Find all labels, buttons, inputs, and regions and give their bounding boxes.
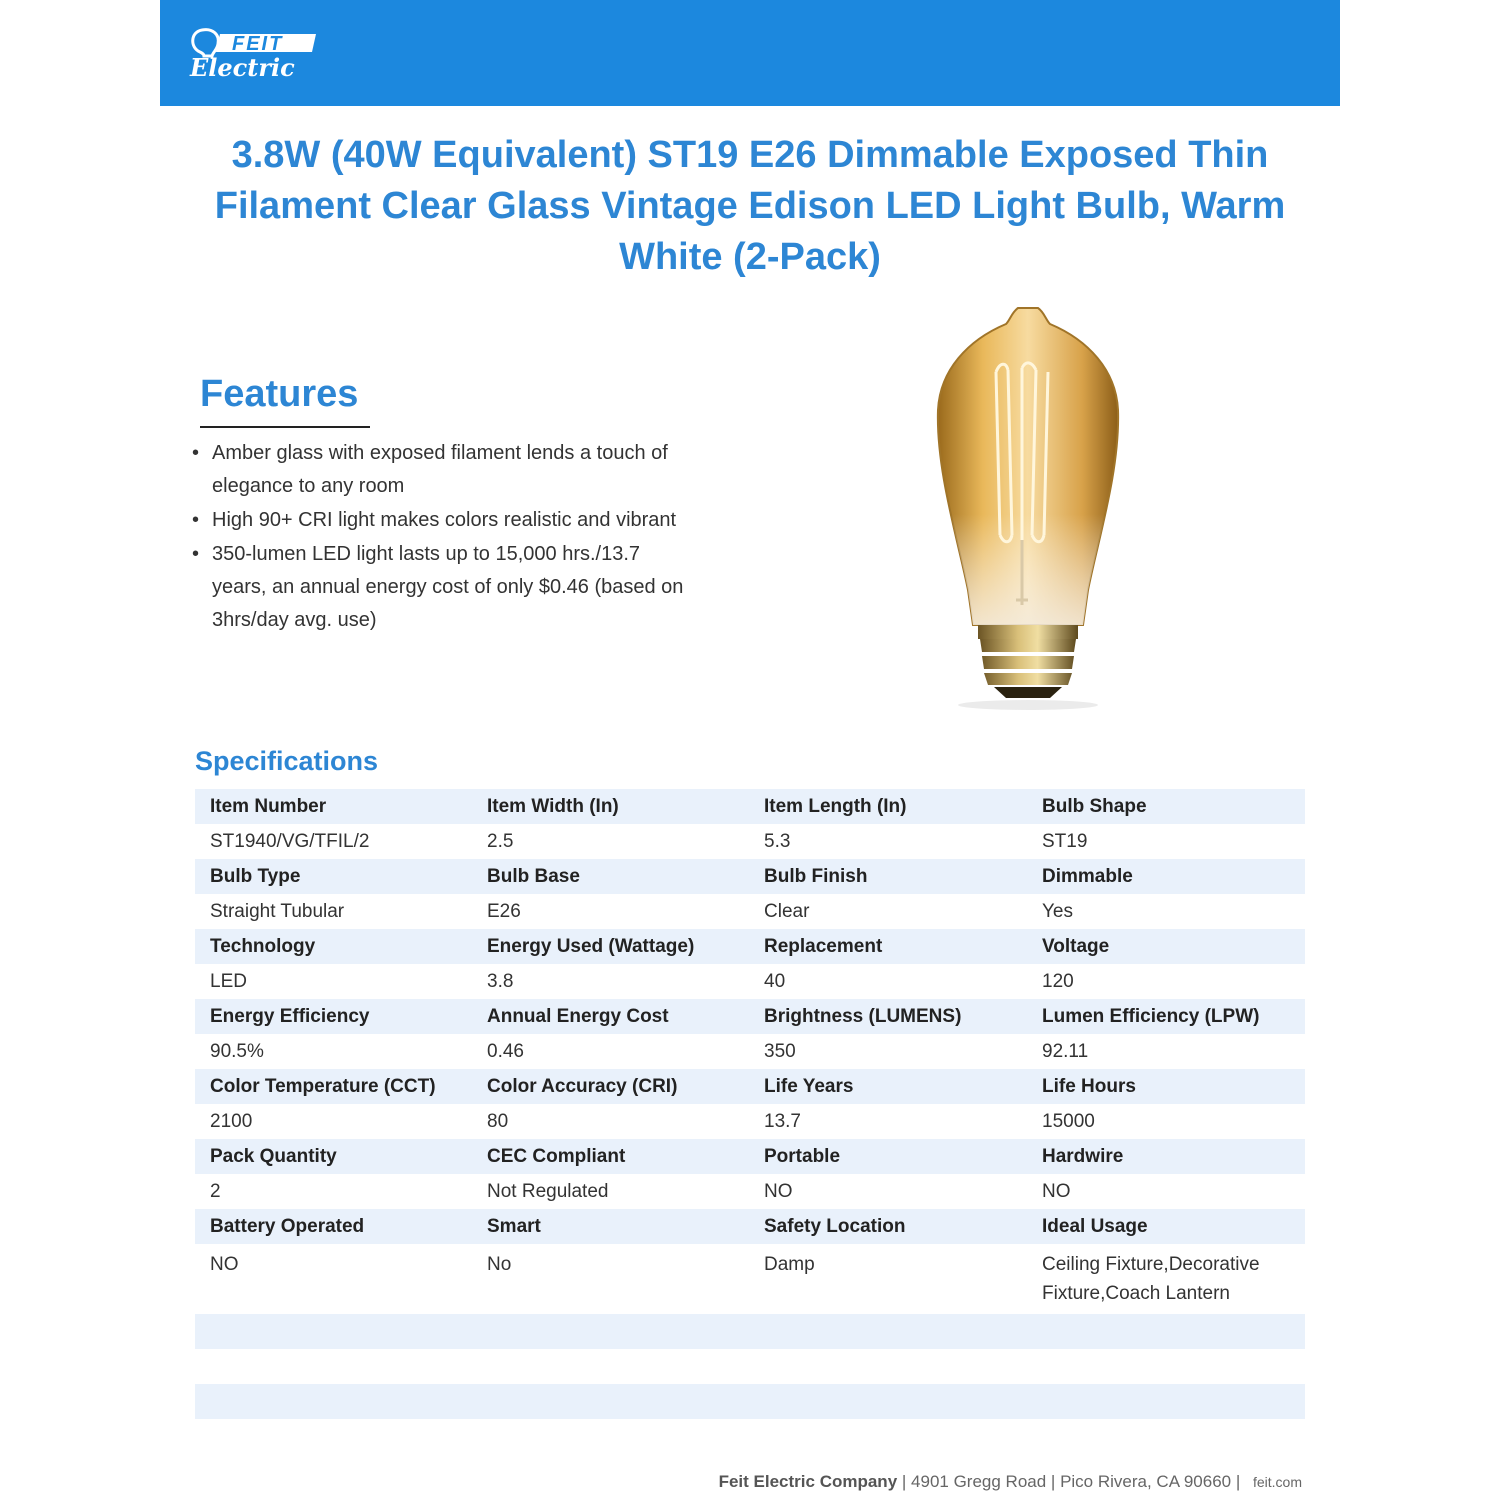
- footer-company: Feit Electric Company: [718, 1472, 898, 1491]
- feature-item: • Amber glass with exposed filament lends a touch of elegance to any room: [192, 437, 692, 503]
- spec-value: 40: [749, 964, 1027, 999]
- spec-label: Smart: [472, 1209, 749, 1244]
- feature-item: • High 90+ CRI light makes colors realistic and vibrant: [192, 504, 692, 537]
- spec-value-row: [195, 824, 1305, 859]
- spec-label: Voltage: [1027, 929, 1305, 964]
- footer-separator: |: [901, 1472, 912, 1491]
- spec-label: Pack Quantity: [195, 1139, 472, 1174]
- spec-value: Damp: [749, 1244, 1027, 1314]
- feature-item: • 350-lumen LED light lasts up to 15,000 hrs./13.7 years, an annual energy cost of only $0.46 (based on 3hrs/day avg. use): [192, 538, 692, 637]
- item-number-link[interactable]: ST1940/VG/TFIL/2: [195, 824, 472, 859]
- spec-label: Bulb Base: [472, 859, 749, 894]
- spec-label: Bulb Type: [195, 859, 472, 894]
- spec-label-row: [195, 1209, 1305, 1244]
- spec-label: Energy Efficiency: [195, 999, 472, 1034]
- spec-value: 92.11: [1027, 1034, 1305, 1069]
- spec-value: 2: [195, 1174, 472, 1209]
- spec-value: Yes: [1027, 894, 1305, 929]
- spec-value-row: [195, 1174, 1305, 1209]
- spec-label: Bulb Shape: [1027, 789, 1305, 824]
- spec-label-row: [195, 1139, 1305, 1174]
- spec-value: Ceiling Fixture,Decorative Fixture,Coach Lantern: [1027, 1244, 1305, 1314]
- spec-value: NO: [1027, 1174, 1305, 1209]
- spec-empty-row: [195, 1314, 1305, 1349]
- spec-label: Brightness (LUMENS): [749, 999, 1027, 1034]
- spec-value: E26: [472, 894, 749, 929]
- spec-value: NO: [195, 1244, 472, 1314]
- spec-label-row: [195, 1069, 1305, 1104]
- spec-value-row: [195, 894, 1305, 929]
- light-bulb-image: [918, 300, 1138, 715]
- spec-value: LED: [195, 964, 472, 999]
- spec-label: Item Length (In): [749, 789, 1027, 824]
- spec-value: Straight Tubular: [195, 894, 472, 929]
- spec-label: Safety Location: [749, 1209, 1027, 1244]
- spec-label: Dimmable: [1027, 859, 1305, 894]
- bullet-icon: •: [192, 543, 200, 565]
- spec-label: Replacement: [749, 929, 1027, 964]
- spec-value: 15000: [1027, 1104, 1305, 1139]
- spec-label: Item Number: [195, 789, 472, 824]
- spec-value-row: [195, 1244, 1305, 1314]
- spec-label: Annual Energy Cost: [472, 999, 749, 1034]
- spec-value: 2100: [195, 1104, 472, 1139]
- spec-value: 90.5%: [195, 1034, 472, 1069]
- spec-value: NO: [749, 1174, 1027, 1209]
- spec-empty-row: [195, 1384, 1305, 1419]
- footer: [719, 1472, 1302, 1492]
- spec-value-row: [195, 1034, 1305, 1069]
- spec-label: Energy Used (Wattage): [472, 929, 749, 964]
- spec-label: Hardwire: [1027, 1139, 1305, 1174]
- specifications-table: [195, 789, 1305, 1419]
- spec-value-row: [195, 964, 1305, 999]
- features-heading: Features: [200, 373, 359, 415]
- spec-label: Life Hours: [1027, 1069, 1305, 1104]
- spec-value: Clear: [749, 894, 1027, 929]
- spec-label-row: [195, 999, 1305, 1034]
- spec-value: 5.3: [749, 824, 1027, 859]
- svg-text:Electric: Electric: [190, 53, 295, 82]
- spec-label: Lumen Efficiency (LPW): [1027, 999, 1305, 1034]
- spec-label: Ideal Usage: [1027, 1209, 1305, 1244]
- features-list: [192, 437, 692, 638]
- spec-empty-row: [195, 1349, 1305, 1384]
- spec-value: 80: [472, 1104, 749, 1139]
- spec-value: 2.5: [472, 824, 749, 859]
- spec-label: Color Temperature (CCT): [195, 1069, 472, 1104]
- feit-electric-logo: [186, 26, 336, 86]
- spec-value: 120: [1027, 964, 1305, 999]
- spec-label: Item Width (In): [472, 789, 749, 824]
- spec-label-row: [195, 789, 1305, 824]
- spec-label: Portable: [749, 1139, 1027, 1174]
- spec-label: Battery Operated: [195, 1209, 472, 1244]
- spec-label: Technology: [195, 929, 472, 964]
- spec-value: 0.46: [472, 1034, 749, 1069]
- footer-separator: |: [1235, 1472, 1245, 1491]
- footer-website-link[interactable]: feit.com: [1252, 1474, 1302, 1490]
- spec-value-row: [195, 1104, 1305, 1139]
- footer-separator: |: [1050, 1472, 1061, 1491]
- spec-value: 13.7: [749, 1104, 1027, 1139]
- bullet-icon: •: [192, 442, 200, 464]
- spec-value: No: [472, 1244, 749, 1314]
- spec-label: Life Years: [749, 1069, 1027, 1104]
- spec-label: Bulb Finish: [749, 859, 1027, 894]
- footer-city: Pico Rivera, CA 90660: [1060, 1472, 1232, 1491]
- features-underline: [200, 426, 370, 428]
- bullet-icon: •: [192, 509, 200, 531]
- brand-header: [160, 0, 1340, 106]
- specifications-heading: Specifications: [195, 746, 379, 776]
- spec-label-row: [195, 859, 1305, 894]
- product-title: 3.8W (40W Equivalent) ST19 E26 Dimmable Exposed Thin Filament Clear Glass Vintage Edison LED Light Bulb, Warm White (2-Pack): [214, 134, 1286, 278]
- svg-text:FEIT: FEIT: [232, 33, 284, 55]
- spec-value: Not Regulated: [472, 1174, 749, 1209]
- spec-label: Color Accuracy (CRI): [472, 1069, 749, 1104]
- spec-value: 3.8: [472, 964, 749, 999]
- spec-label: CEC Compliant: [472, 1139, 749, 1174]
- footer-address: 4901 Gregg Road: [911, 1472, 1047, 1491]
- spec-label-row: [195, 929, 1305, 964]
- spec-value: 350: [749, 1034, 1027, 1069]
- spec-value: ST19: [1027, 824, 1305, 859]
